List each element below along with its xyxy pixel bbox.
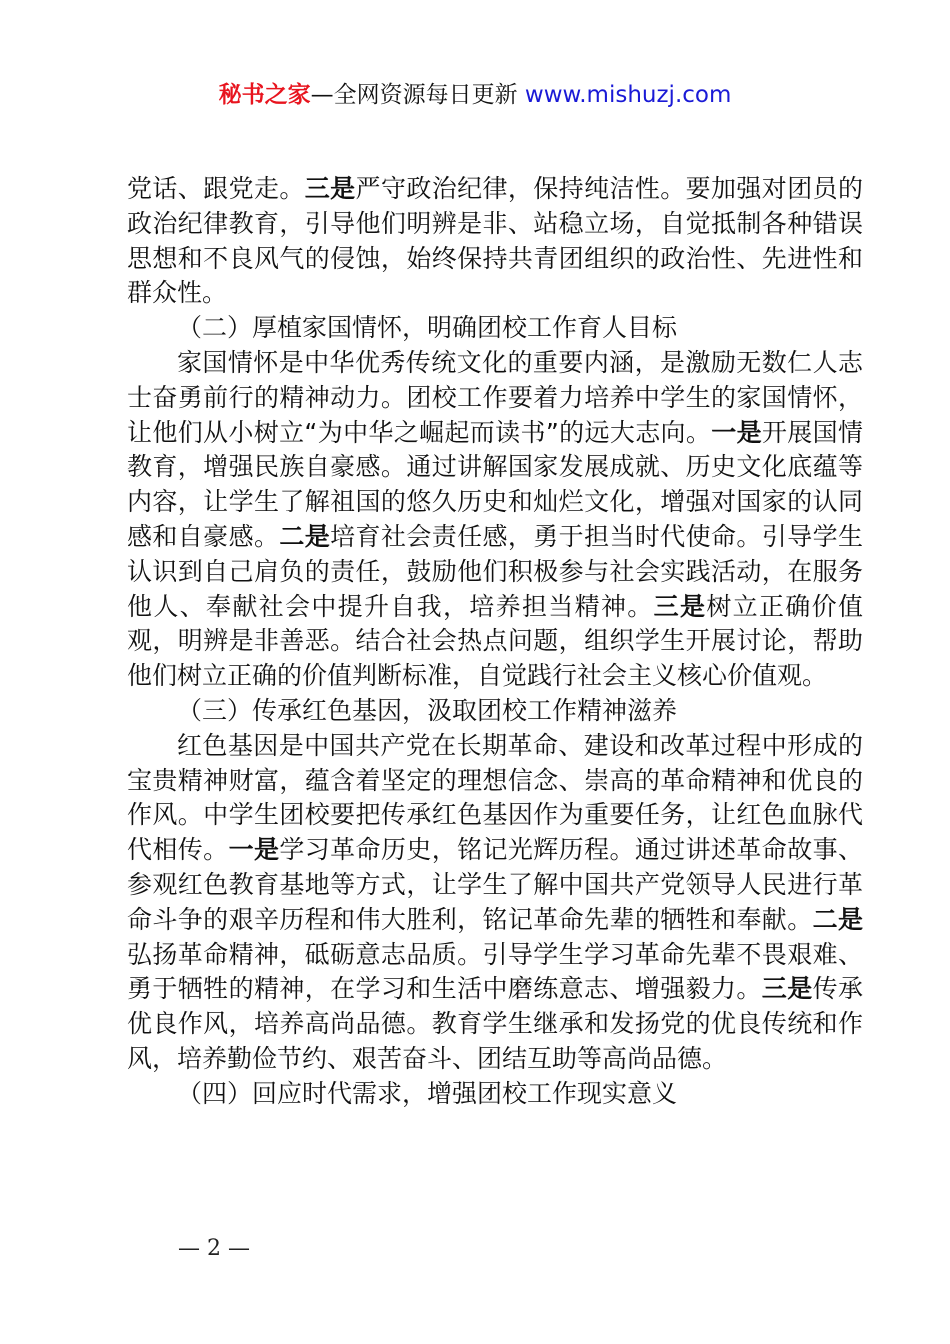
site-tagline: —全网资源每日更新 (310, 82, 525, 108)
text-run: 树立正确价值观，明辨是非善恶。结合社会热点问题，组织学生开展讨论，帮助他们树立正确的价值判断标准，自觉践行社会主义核心价值观。 (127, 591, 863, 691)
text-run: 传承优良作风，培养高尚品德。教育学生继承和发扬党的优良传统和作风，培养勤俭节约、艰苦奋斗、团结互助等高尚品德。 (127, 974, 863, 1073)
site-url-link[interactable]: www.mishuzj.com (524, 82, 732, 108)
keyword-emphasis: 二是 (279, 521, 331, 551)
keyword-emphasis: 二是 (812, 904, 863, 934)
text-run: 红色基因是中国共产党在长期革命、建设和改革过程中形成的宝贵精神财富，蕴含着坚定的理想信念、崇高的革命精神和优良的作风。中学生团校要把传承红色基因作为重要任务，让红色血脉代代相传。 (127, 730, 863, 865)
text-run: （三）传承红色基因，汲取团校工作精神滋养 (177, 695, 678, 725)
text-run: 开展国情教育，增强民族自豪感。通过讲解国家发展成就、历史文化底蕴等内容，让学生了解祖国的悠久历史和灿烂文化，增强对国家的认同感和自豪感。 (127, 417, 863, 551)
document-body (127, 172, 863, 1112)
body-paragraph (127, 346, 863, 694)
text-run: 党话、跟党走。 (127, 174, 305, 203)
keyword-emphasis: 一是 (228, 835, 280, 865)
keyword-emphasis: 一是 (711, 417, 762, 447)
text-run: （四）回应时代需求，增强团校工作现实意义 (177, 1078, 678, 1108)
body-paragraph (127, 172, 863, 311)
site-header (0, 78, 950, 112)
text-run: 严守政治纪律，保持纯洁性。要加强对团员的政治纪律教育，引导他们明辨是非、站稳立场，自觉抵制各种错误思想和不良风气的侵蚀，始终保持共青团组织的政治性、先进性和群众性。 (127, 174, 863, 308)
section-heading (127, 694, 863, 729)
page-number: — 2 — (178, 1236, 250, 1261)
site-brand: 秘书之家 (218, 82, 311, 108)
keyword-emphasis: 三是 (653, 591, 707, 621)
text-run: （二）厚植家国情怀，明确团校工作育人目标 (177, 313, 678, 343)
text-run: 学习革命历史，铭记光辉历程。通过讲述革命故事、参观红色教育基地等方式，让学生了解中国共产党领导人民进行革命斗争的艰辛历程和伟大胜利，铭记革命先辈的牺牲和奉献。 (127, 835, 863, 934)
text-run: 培育社会责任感，勇于担当时代使命。引导学生认识到自己肩负的责任，鼓励他们积极参与社会实践活动，在服务他人、奉献社会中提升自我，培养担当精神。 (127, 521, 863, 621)
section-heading (127, 1077, 863, 1112)
section-heading (127, 311, 863, 346)
text-run: 弘扬革命精神，砥砺意志品质。引导学生学习革命先辈不畏艰难、勇于牺牲的精神，在学习和生活中磨练意志、增强毅力。 (127, 939, 863, 1004)
body-paragraph (127, 729, 863, 1077)
text-run: 家国情怀是中华优秀传统文化的重要内涵，是激励无数仁人志士奋勇前行的精神动力。团校工作要着力培养中学生的家国情怀，让他们从小树立“为中华之崛起而读书”的远大志向。 (127, 347, 863, 447)
keyword-emphasis: 三是 (761, 974, 813, 1004)
keyword-emphasis: 三是 (304, 174, 356, 203)
